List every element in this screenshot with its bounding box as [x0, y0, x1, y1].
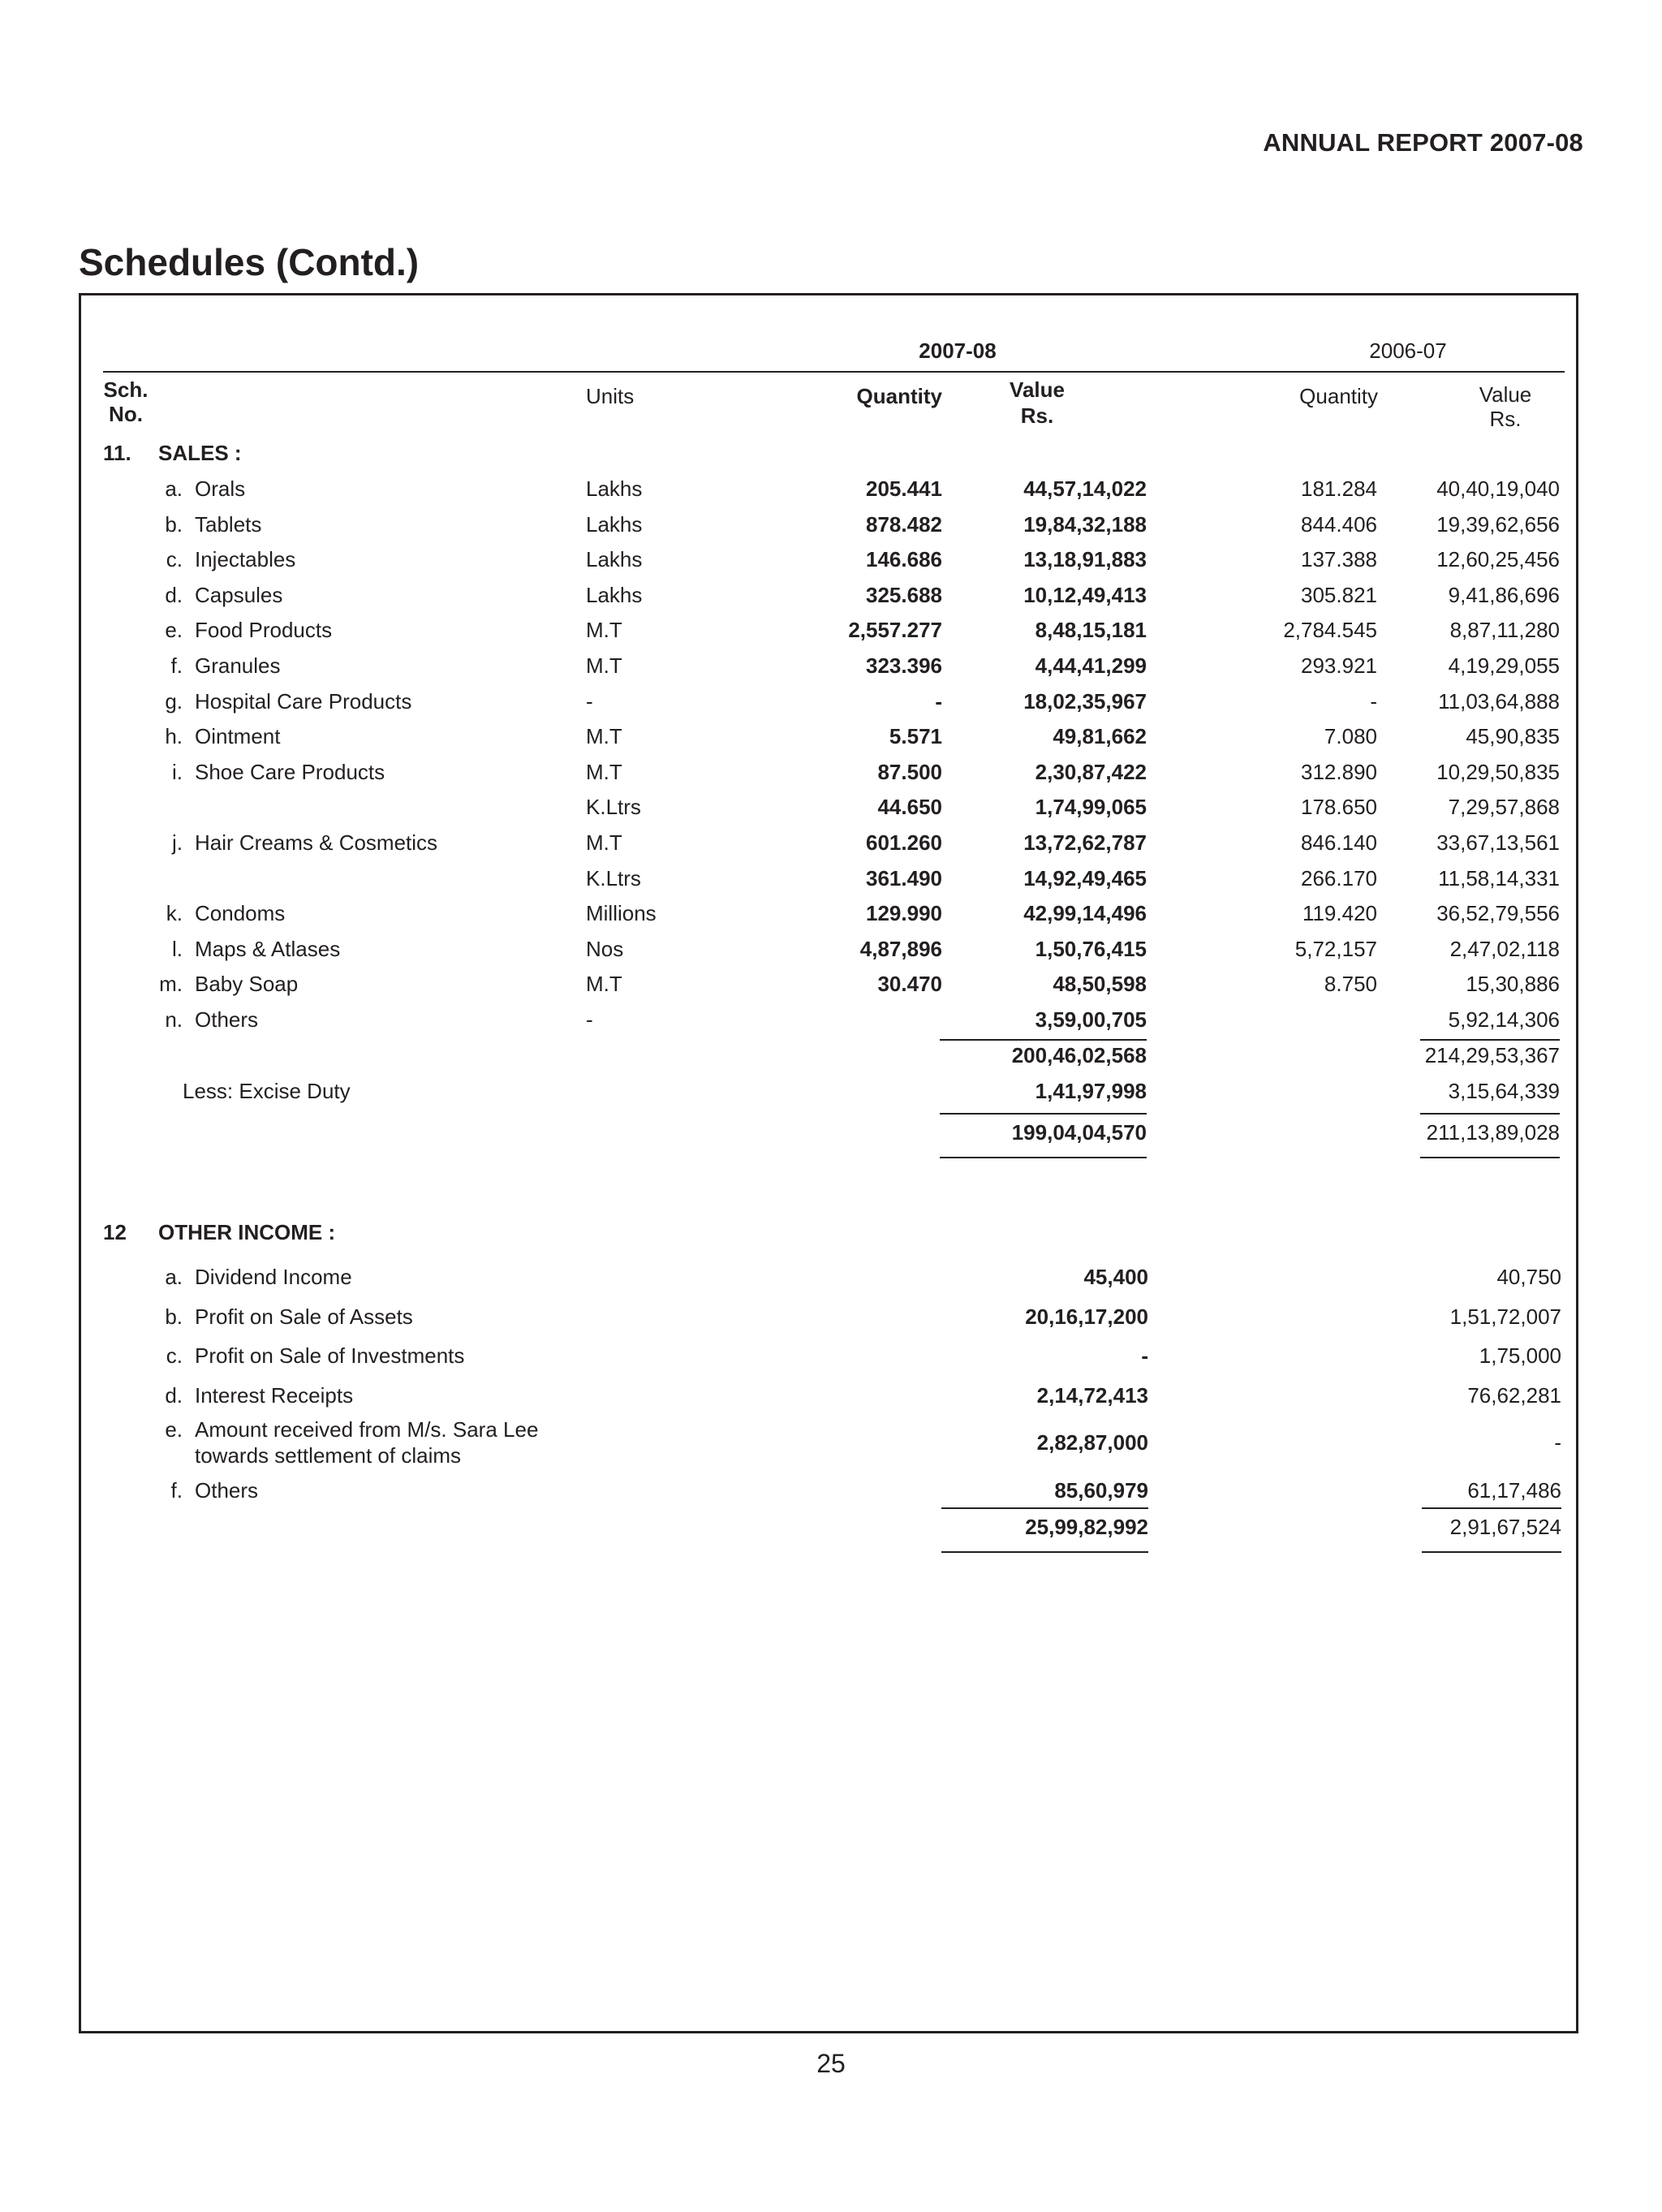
- quantity-previous: 844.406: [1301, 512, 1377, 537]
- page-number: 25: [816, 2049, 846, 2078]
- subtotal-rule-previous: [1420, 1039, 1560, 1041]
- value-previous: 45,90,835: [1466, 724, 1560, 748]
- quantity-previous: 312.890: [1301, 760, 1377, 784]
- value-current: 1,50,76,415: [1035, 937, 1147, 961]
- quantity-previous: 5,72,157: [1294, 937, 1377, 961]
- row-unit: Nos: [586, 937, 624, 961]
- quantity-current: 129.990: [866, 901, 942, 925]
- schedule-frame: [79, 293, 1578, 2033]
- value-current: 4,44,41,299: [1035, 653, 1147, 678]
- row-label: Dividend Income: [195, 1265, 352, 1289]
- value-current: 44,57,14,022: [1023, 476, 1147, 501]
- row-label: Baby Soap: [195, 972, 299, 996]
- row-letter: f.: [170, 1478, 183, 1503]
- value-current: 2,14,72,413: [1036, 1383, 1148, 1408]
- row-label: Shoe Care Products: [195, 760, 385, 784]
- value-previous: -: [1554, 1430, 1561, 1455]
- row-unit: -: [586, 689, 593, 714]
- year-current-heading: 2007-08: [919, 338, 997, 363]
- quantity-current: 44.650: [877, 795, 942, 819]
- value-previous-unit: Rs.: [1489, 407, 1522, 431]
- value-current: 49,81,662: [1053, 724, 1147, 748]
- value-current: 20,16,17,200: [1025, 1304, 1148, 1329]
- row-label: Profit on Sale of Investments: [195, 1343, 465, 1368]
- row-letter: m.: [159, 972, 183, 996]
- value-previous-heading: Value: [1479, 382, 1532, 407]
- section-title: SALES :: [158, 441, 242, 465]
- row-letter: c.: [166, 1343, 183, 1368]
- row-unit: Lakhs: [586, 547, 643, 571]
- value-current-unit: Rs.: [1020, 403, 1054, 428]
- value-current: 2,82,87,000: [1036, 1430, 1148, 1455]
- quantity-previous: 7.080: [1324, 724, 1377, 748]
- row-letter: l.: [172, 937, 183, 961]
- sales-total-current: 199,04,04,570: [1011, 1120, 1147, 1145]
- value-previous: 4,19,29,055: [1448, 653, 1560, 678]
- row-label: Amount received from M/s. Sara Lee: [195, 1417, 539, 1442]
- quantity-current: 323.396: [866, 653, 942, 678]
- quantity-previous: 119.420: [1302, 901, 1377, 925]
- row-letter: k.: [166, 901, 183, 925]
- quantity-current: 205.441: [866, 476, 942, 501]
- row-label: Capsules: [195, 583, 283, 607]
- row-letter: i.: [172, 760, 183, 784]
- row-label: Others: [195, 1007, 259, 1032]
- value-current: 14,92,49,465: [1023, 866, 1147, 890]
- quantity-previous: -: [1370, 689, 1377, 714]
- row-letter: n.: [165, 1007, 183, 1032]
- row-unit: M.T: [586, 972, 622, 996]
- row-unit: K.Ltrs: [586, 795, 641, 819]
- subtotal-rule-current: [940, 1039, 1147, 1041]
- value-previous: 61,17,486: [1467, 1478, 1561, 1503]
- quantity-previous-heading: Quantity: [1299, 384, 1378, 408]
- quantity-current: 4,87,896: [859, 937, 942, 961]
- excise-previous: 3,15,64,339: [1448, 1079, 1560, 1103]
- value-previous: 5,92,14,306: [1448, 1007, 1560, 1032]
- quantity-current: 5.571: [889, 724, 942, 748]
- value-current: 13,18,91,883: [1023, 547, 1147, 571]
- sales-total-previous: 211,13,89,028: [1426, 1120, 1560, 1145]
- subtotal-current: 200,46,02,568: [1011, 1043, 1147, 1067]
- value-previous: 40,40,19,040: [1436, 476, 1560, 501]
- quantity-current: 601.260: [866, 830, 942, 855]
- value-previous: 19,39,62,656: [1436, 512, 1560, 537]
- quantity-current: -: [935, 689, 942, 714]
- other-income-total-top-rule-current: [941, 1507, 1148, 1509]
- report-header: ANNUAL REPORT 2007-08: [1263, 128, 1583, 157]
- units-heading: Units: [586, 384, 635, 408]
- row-label: Orals: [195, 476, 246, 501]
- row-letter: a.: [165, 1265, 183, 1289]
- row-letter: f.: [170, 653, 183, 678]
- other-income-total-current: 25,99,82,992: [1025, 1515, 1148, 1539]
- row-letter: g.: [165, 689, 183, 714]
- value-current: 2,30,87,422: [1035, 760, 1147, 784]
- row-unit: M.T: [586, 830, 622, 855]
- value-previous: 10,29,50,835: [1436, 760, 1560, 784]
- row-unit: Lakhs: [586, 476, 643, 501]
- row-letter: h.: [165, 724, 183, 748]
- row-letter: d.: [165, 1383, 183, 1408]
- row-unit: -: [586, 1007, 593, 1032]
- row-label: Condoms: [195, 901, 286, 925]
- row-unit: K.Ltrs: [586, 866, 641, 890]
- value-current: 45,400: [1083, 1265, 1148, 1289]
- total-bottom-rule-previous: [1420, 1157, 1560, 1158]
- value-previous: 12,60,25,456: [1436, 547, 1560, 571]
- row-letter: e.: [165, 1417, 183, 1442]
- section-number: 11.: [103, 441, 131, 465]
- quantity-previous: 293.921: [1301, 653, 1377, 678]
- row-letter: b.: [165, 512, 183, 537]
- quantity-previous: 181.284: [1301, 476, 1377, 501]
- quantity-previous: 266.170: [1301, 866, 1377, 890]
- row-unit: M.T: [586, 760, 622, 784]
- row-unit: M.T: [586, 618, 622, 642]
- total-top-rule-current: [940, 1113, 1147, 1115]
- value-current: 18,02,35,967: [1023, 689, 1147, 714]
- quantity-current: 146.686: [866, 547, 942, 571]
- value-previous: 1,51,72,007: [1449, 1304, 1561, 1329]
- quantity-current: 87.500: [877, 760, 942, 784]
- row-unit: Lakhs: [586, 512, 643, 537]
- row-letter: e.: [165, 618, 183, 642]
- value-current: -: [1141, 1343, 1148, 1368]
- value-previous: 76,62,281: [1467, 1383, 1561, 1408]
- row-letter: j.: [172, 830, 183, 855]
- section-title: OTHER INCOME :: [158, 1220, 336, 1244]
- sch-no-heading-1: Sch.: [103, 377, 149, 402]
- value-previous: 11,58,14,331: [1438, 866, 1560, 890]
- row-unit: Millions: [586, 901, 657, 925]
- row-label: Ointment: [195, 724, 281, 748]
- row-unit: Lakhs: [586, 583, 643, 607]
- value-previous: 7,29,57,868: [1448, 795, 1560, 819]
- row-letter: c.: [166, 547, 183, 571]
- quantity-previous: 137.388: [1301, 547, 1377, 571]
- value-current: 13,72,62,787: [1023, 830, 1147, 855]
- quantity-current: 30.470: [877, 972, 942, 996]
- value-current: 42,99,14,496: [1023, 901, 1147, 925]
- value-previous: 36,52,79,556: [1436, 901, 1560, 925]
- row-label: Food Products: [195, 618, 333, 642]
- row-label: Hair Creams & Cosmetics: [195, 830, 438, 855]
- other-income-total-top-rule-previous: [1422, 1507, 1561, 1509]
- row-label: Injectables: [195, 547, 296, 571]
- year-previous-heading: 2006-07: [1369, 338, 1447, 363]
- quantity-current: 325.688: [866, 583, 942, 607]
- other-income-total-previous: 2,91,67,524: [1449, 1515, 1561, 1539]
- value-current: 1,74,99,065: [1035, 795, 1147, 819]
- quantity-previous: 8.750: [1324, 972, 1377, 996]
- value-current: 19,84,32,188: [1023, 512, 1147, 537]
- row-label: Others: [195, 1478, 259, 1503]
- quantity-current: 361.490: [866, 866, 942, 890]
- quantity-current-heading: Quantity: [856, 384, 942, 408]
- section-number: 12: [103, 1220, 127, 1244]
- value-previous: 33,67,13,561: [1436, 830, 1560, 855]
- quantity-previous: 2,784.545: [1283, 618, 1377, 642]
- row-letter: a.: [165, 476, 183, 501]
- value-previous: 9,41,86,696: [1448, 583, 1560, 607]
- value-previous: 1,75,000: [1479, 1343, 1561, 1368]
- row-label: Maps & Atlases: [195, 937, 341, 961]
- row-label-continued: towards settlement of claims: [195, 1443, 462, 1468]
- value-current: 8,48,15,181: [1035, 618, 1147, 642]
- sch-no-heading-2: No.: [109, 402, 143, 426]
- value-current: 3,59,00,705: [1035, 1007, 1147, 1032]
- other-income-total-bottom-rule-current: [941, 1551, 1148, 1553]
- row-letter: b.: [165, 1304, 183, 1329]
- less-excise-label: Less: Excise Duty: [183, 1079, 351, 1103]
- value-current: 48,50,598: [1053, 972, 1147, 996]
- quantity-previous: 846.140: [1301, 830, 1377, 855]
- value-current: 10,12,49,413: [1023, 583, 1147, 607]
- row-letter: d.: [165, 583, 183, 607]
- row-unit: M.T: [586, 724, 622, 748]
- other-income-total-bottom-rule-previous: [1422, 1551, 1561, 1553]
- row-label: Profit on Sale of Assets: [195, 1304, 413, 1329]
- subtotal-previous: 214,29,53,367: [1424, 1043, 1560, 1067]
- total-bottom-rule-current: [940, 1157, 1147, 1158]
- header-rule: [103, 371, 1565, 373]
- page-title: Schedules (Contd.): [79, 241, 420, 283]
- value-previous: 8,87,11,280: [1449, 618, 1560, 642]
- value-previous: 11,03,64,888: [1438, 689, 1560, 714]
- excise-current: 1,41,97,998: [1035, 1079, 1147, 1103]
- value-previous: 2,47,02,118: [1449, 937, 1560, 961]
- value-current: 85,60,979: [1054, 1478, 1148, 1503]
- quantity-previous: 305.821: [1301, 583, 1377, 607]
- row-label: Hospital Care Products: [195, 689, 412, 714]
- quantity-current: 2,557.277: [848, 618, 942, 642]
- quantity-previous: 178.650: [1301, 795, 1377, 819]
- row-unit: M.T: [586, 653, 622, 678]
- total-top-rule-previous: [1420, 1113, 1560, 1115]
- value-current-heading: Value: [1010, 377, 1065, 402]
- row-label: Interest Receipts: [195, 1383, 354, 1408]
- quantity-current: 878.482: [866, 512, 942, 537]
- row-label: Tablets: [195, 512, 262, 537]
- value-previous: 40,750: [1496, 1265, 1561, 1289]
- row-label: Granules: [195, 653, 281, 678]
- value-previous: 15,30,886: [1466, 972, 1560, 996]
